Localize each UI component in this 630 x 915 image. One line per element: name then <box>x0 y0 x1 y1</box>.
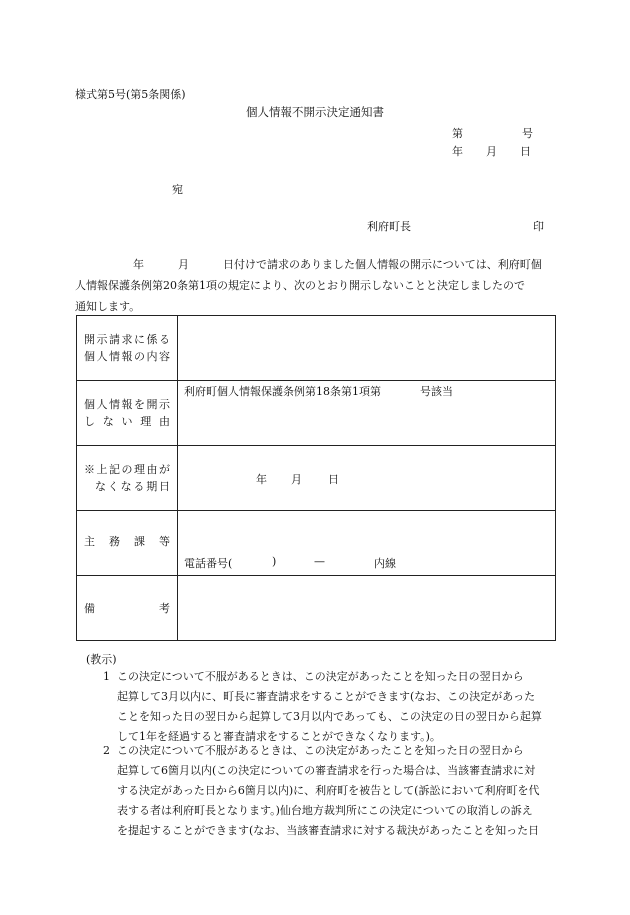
label-expiry: ※上記の理由が なくなる期日 <box>77 446 178 511</box>
value-reason[interactable] <box>178 381 556 446</box>
intro-line-3: 通知します。 <box>75 300 141 313</box>
intro-line-1 <box>75 254 556 275</box>
document-title: 個人情報不開示決定通知書 <box>246 105 384 119</box>
table-row <box>77 446 556 511</box>
date-day: 日 <box>520 145 531 158</box>
label-department: 主務課等 <box>77 511 178 576</box>
reason-suffix: 号該当 <box>420 385 453 398</box>
label-remarks: 備考 <box>77 576 178 641</box>
note-item-2: 2 この決定について不服があるときは、この決定があったことを知った日の翌日から 起算して6箇月以内(この決定についての審査請求を行った場合は、当該審査請求に対 する決定があった日から6箇月以内)に、利府町を被告として(訴訟において利府町を代 表する者は利府町長となります。)仙台地方裁判所にこの決定についての取消しの訴え を提起することができます(なお、当該審査請求に対する裁決があったことを知った日 <box>103 744 540 837</box>
value-expiry[interactable] <box>178 446 556 511</box>
number-prefix: 第 <box>452 127 463 140</box>
intro-paragraph <box>75 254 556 317</box>
intro-month: 月 <box>178 258 189 271</box>
date-year: 年 <box>452 145 463 158</box>
note-item-1: 1 この決定について不服があるときは、この決定があったことを知った日の翌日から 起算して3月以内に、町長に審査請求をすることができます(なお、この決定があった ことを知った日の翌日から起算して3月以内であっても、この決定の日の翌日から起算 して1年を経過すると審査請求をすることができなくなります。)。 <box>103 670 542 743</box>
intro-year: 年 <box>133 258 144 271</box>
table-row <box>77 511 556 576</box>
value-department[interactable] <box>178 511 556 576</box>
label-reason: 個人情報を開示 しない理由 <box>77 381 178 446</box>
date-month: 月 <box>486 145 497 158</box>
notes-heading: (教示) <box>86 653 117 666</box>
reason-prefix: 利府町個人情報保護条例第18条第1項第 <box>184 385 381 398</box>
phone-label: 電話番号( <box>184 557 233 570</box>
table-row <box>77 381 556 446</box>
value-remarks[interactable] <box>178 576 556 641</box>
issuer-name: 利府町長 <box>367 220 411 233</box>
table-row <box>77 576 556 641</box>
phone-close: ) <box>272 555 277 568</box>
expiry-month: 月 <box>291 473 302 486</box>
seal-mark: 印 <box>533 220 544 233</box>
number-suffix: 号 <box>522 127 533 140</box>
phone-extension: 内線 <box>374 557 396 570</box>
phone-dash: — <box>314 555 325 568</box>
table-row <box>77 316 556 381</box>
expiry-year: 年 <box>256 473 267 486</box>
value-content[interactable] <box>178 316 556 381</box>
intro-line1-rest: 日付けで請求のありました個人情報の開示については、利府町個 <box>223 258 542 271</box>
intro-line-2: 人情報保護条例第20条第1項の規定により、次のとおり開示しないことと決定しましたので <box>75 279 525 292</box>
label-content: 開示請求に係る 個人情報の内容 <box>77 316 178 381</box>
form-number: 様式第5号(第5条関係) <box>75 88 186 101</box>
addressee-suffix: 宛 <box>172 183 183 196</box>
expiry-day: 日 <box>328 473 339 486</box>
decision-table <box>76 315 556 641</box>
